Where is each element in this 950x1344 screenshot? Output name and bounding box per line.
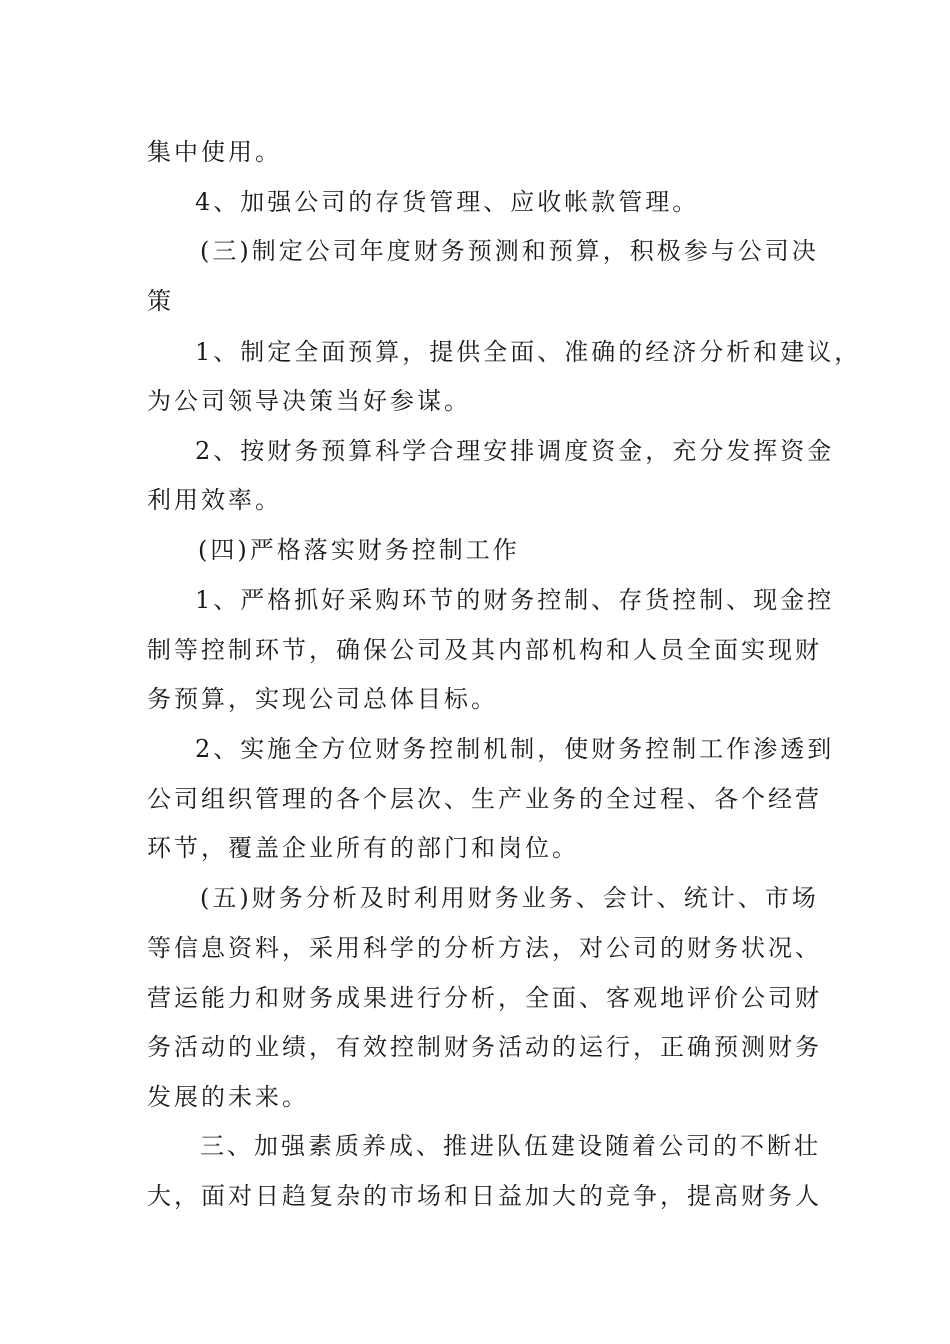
text-line: 发展的未来。: [147, 1083, 309, 1111]
text-line: 环节，覆盖企业所有的部门和岗位。: [147, 834, 579, 862]
text-line: 2、按财务预算科学合理安排调度资金，充分发挥资金: [195, 437, 835, 465]
text-line: (四)严格落实财务控制工作: [198, 536, 520, 564]
text-line: 集中使用。: [147, 138, 282, 166]
text-line: 1、严格抓好采购环节的财务控制、存货控制、现金控: [195, 586, 835, 614]
text-line: 1、制定全面预算，提供全面、准确的经济分析和建议，: [195, 338, 862, 366]
text-line: 为公司领导决策当好参谋。: [147, 387, 471, 415]
text-line: 营运能力和财务成果进行分析，全面、客观地评价公司财: [147, 984, 822, 1012]
text-line: 策: [147, 287, 174, 315]
text-line: (三)制定公司年度财务预测和预算，积极参与公司决: [200, 237, 819, 265]
text-line: 4、加强公司的存货管理、应收帐款管理。: [195, 188, 700, 216]
text-line: 利用效率。: [147, 486, 282, 514]
text-line: 2、实施全方位财务控制机制，使财务控制工作渗透到: [195, 735, 835, 763]
text-line: 大，面对日趋复杂的市场和日益加大的竞争，提高财务人: [147, 1182, 822, 1210]
text-line: 公司组织管理的各个层次、生产业务的全过程、各个经营: [147, 785, 822, 813]
text-line: 等信息资料，采用科学的分析方法，对公司的财务状况、: [147, 934, 822, 962]
text-line: 三、加强素质养成、推进队伍建设随着公司的不断壮: [200, 1132, 821, 1160]
text-line: 务预算，实现公司总体目标。: [147, 685, 498, 713]
text-line: 务活动的业绩，有效控制财务活动的运行，正确预测财务: [147, 1033, 822, 1061]
text-line: 制等控制环节，确保公司及其内部机构和人员全面实现财: [147, 636, 822, 664]
text-line: (五)财务分析及时利用财务业务、会计、统计、市场: [200, 884, 819, 912]
